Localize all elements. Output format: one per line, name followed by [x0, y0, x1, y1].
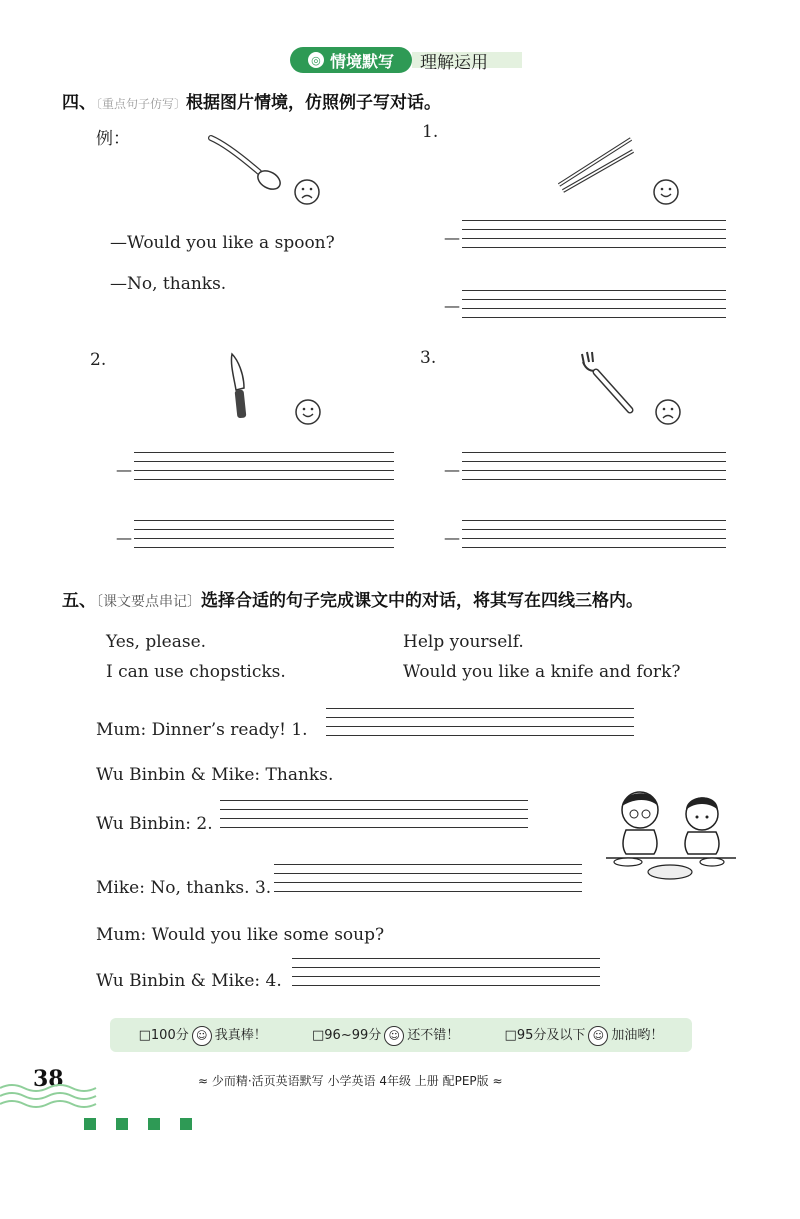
decor-square — [180, 1118, 192, 1130]
item3-number: 3. — [420, 348, 437, 368]
happy-face-icon — [652, 178, 680, 206]
section4-instruction: 根据图片情境，仿照例子写对话。 — [186, 93, 442, 113]
banner-icon: ◎ — [308, 52, 324, 68]
dash: — — [444, 228, 460, 247]
section4-number: 四、 — [62, 93, 96, 113]
option-1: Yes, please. — [106, 632, 207, 652]
dialogue-line-4: Mike: No, thanks. 3. — [96, 878, 272, 898]
dialogue-line-5: Mum: Would you like some soup? — [96, 925, 385, 945]
fork-icon — [578, 350, 638, 418]
writing-lines[interactable] — [292, 958, 600, 986]
smile-face-icon: ☺ — [384, 1026, 404, 1046]
dash: — — [444, 528, 460, 547]
knife-icon — [222, 350, 258, 422]
writing-lines[interactable] — [134, 452, 394, 480]
dialogue-line-2: Wu Binbin & Mike: Thanks. — [96, 765, 334, 785]
spoon-icon — [205, 130, 285, 192]
dash: — — [444, 460, 460, 479]
writing-lines[interactable] — [326, 708, 634, 736]
score-96-99: □96~99分 ☺ 还不错！ — [312, 1024, 459, 1046]
example-label: 例： — [96, 129, 130, 149]
item1-number: 1. — [422, 122, 439, 142]
section4-tag: 〔重点句子仿写〕 — [96, 97, 187, 111]
banner-title: 情境默写 — [329, 51, 394, 71]
cheer-face-icon: ☺ — [588, 1026, 608, 1046]
section5-number: 五、 — [62, 591, 96, 611]
score-100: □100分 ☺ 我真棒！ — [139, 1024, 267, 1046]
dash: — — [116, 528, 132, 547]
decor-square — [148, 1118, 160, 1130]
footer-text: ≈ 少而精·活页英语默写 小学英语 4年级 上册 配PEP版 ≈ — [198, 1074, 503, 1088]
dialogue-line-3: Wu Binbin: 2. — [96, 814, 213, 834]
star-face-icon: ☺ — [192, 1026, 212, 1046]
option-2: Help yourself. — [403, 632, 524, 652]
dash: — — [116, 460, 132, 479]
section-banner — [290, 47, 412, 73]
writing-lines[interactable] — [134, 520, 394, 548]
kids-dinner-illustration — [604, 782, 738, 886]
writing-lines[interactable] — [462, 290, 726, 318]
decorative-waves — [0, 1082, 100, 1112]
writing-lines[interactable] — [462, 452, 726, 480]
option-4: Would you like a knife and fork? — [403, 662, 681, 682]
writing-lines[interactable] — [462, 520, 726, 548]
decor-square — [84, 1118, 96, 1130]
score-95-below: □95分及以下 ☺ 加油哟！ — [505, 1024, 664, 1046]
decor-square — [116, 1118, 128, 1130]
example-answer: —No, thanks. — [110, 274, 227, 294]
score-bar — [110, 1018, 692, 1052]
option-3: I can use chopsticks. — [106, 662, 286, 682]
page-number: 38 — [33, 1066, 64, 1092]
dialogue-line-1: Mum: Dinner’s ready! 1. — [96, 720, 308, 740]
example-question: —Would you like a spoon? — [110, 233, 335, 253]
writing-lines[interactable] — [274, 864, 582, 892]
sad-face-icon — [654, 398, 682, 426]
section5-instruction: 选择合适的句子完成课文中的对话，将其写在四线三格内。 — [201, 591, 643, 611]
section5-title — [62, 586, 643, 611]
writing-lines[interactable] — [462, 220, 726, 248]
dash: — — [444, 296, 460, 315]
banner-subtitle: 理解运用 — [420, 53, 488, 73]
section4-title — [62, 88, 441, 113]
writing-lines[interactable] — [220, 800, 528, 828]
happy-face-icon — [294, 398, 322, 426]
section5-tag: 〔课文要点串记〕 — [96, 594, 201, 610]
sad-face-icon — [293, 178, 321, 206]
chopsticks-icon — [555, 135, 637, 193]
item2-number: 2. — [90, 350, 107, 370]
dialogue-line-6: Wu Binbin & Mike: 4. — [96, 971, 282, 991]
